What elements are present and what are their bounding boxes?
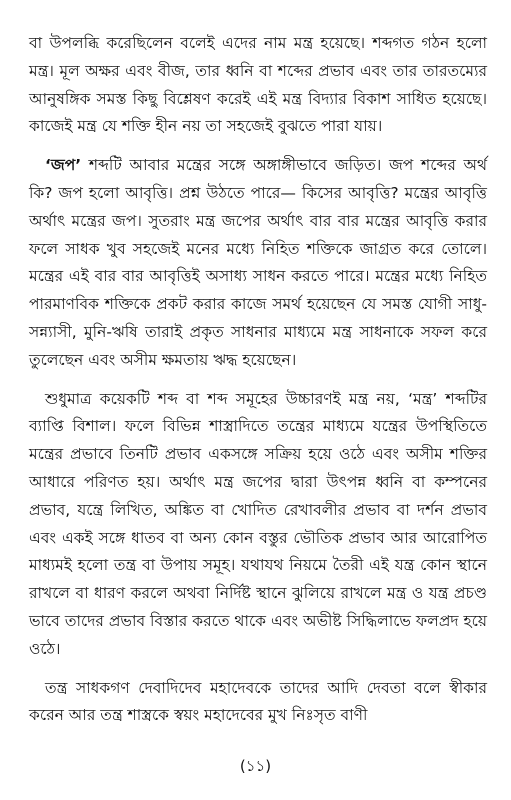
paragraph-4	[29, 675, 487, 731]
paragraph-3	[29, 386, 487, 664]
paragraph-2-term-jop: ‘জপ’	[45, 156, 82, 175]
page-body	[29, 30, 487, 730]
paragraph-4-text: তন্ত্র সাধকগণ দেবাদিদেব মহাদেবকে তাদের আদি দেবতা বলে স্বীকার করেন আর তন্ত্র শাস্ত্রকে স্বয়ং মহাদেবের মুখ নিঃসৃত বাণী	[29, 678, 487, 725]
paragraph-1-text: বা উপলব্ধি করেছিলেন বলেই এদের নাম মন্ত্র হয়েছে। শব্দগত গঠন হলো মন্ত্র। মূল অক্ষর এবং বীজ, তার ধ্বনি বা শব্দের প্রভাব এবং তার তারতম্যের আনুষঙ্গিক সমস্ত কিছু বিশ্লেষণ করেই এই মন্ত্র বিদ্যার বিকাশ সাধিত হয়েছে। কাজেই মন্ত্র যে শক্তি হীন নয় তা সহজেই বুঝতে পারা যায়।	[29, 34, 487, 136]
paragraph-2	[29, 152, 487, 374]
page-number: (১১)	[239, 757, 272, 775]
paragraph-2-text: শব্দটি আবার মন্ত্রের সঙ্গে অঙ্গাঙ্গীভাবে জড়িত। জপ শব্দের অর্থ কি? জপ হলো আবৃত্তি। প্রশ্ন উঠতে পারে— কিসের আবৃত্তি? মন্ত্রের আবৃত্তি অর্থাৎ মন্ত্রের জপ। সুতরাং মন্ত্র জপের অর্থাৎ বার বার মন্ত্রের আবৃত্তি করার ফলে সাধক খুব সহজেই মনের মধ্যে নিহিত শক্তিকে জাগ্রত করে তোলে। মন্ত্রের এই বার বার আবৃত্তিই অসাধ্য সাধন করতে পারে। মন্ত্রের মধ্যে নিহিত পারমাণবিক শক্তিকে প্রকট করার কাজে সমর্থ হয়েছেন যে সমস্ত যোগী সাধু-সন্ন্যাসী, মুনি-ঋষি তারাই প্রকৃত সাধনার মাধ্যমে মন্ত্র সাধনাকে সফল করে তুলেছেন এবং অসীম ক্ষমতায় ঋদ্ধ হয়েছেন।	[29, 156, 487, 369]
paragraph-3-text: শুধুমাত্র কয়েকটি শব্দ বা শব্দ সমূহের উচ্চারণই মন্ত্র নয়, ‘মন্ত্র’ শব্দটির ব্যাপ্তি বিশাল। ফলে বিভিন্ন শাস্ত্রাদিতে তন্ত্রের মাধ্যমে যন্ত্রের উপস্থিতিতে মন্ত্রের প্রভাবে তিনটি প্রভাব একসঙ্গে সক্রিয় হয়ে ওঠে এবং অসীম শক্তির আধারে পরিণত হয়। অর্থাৎ মন্ত্র জপের দ্বারা উৎপন্ন ধ্বনি বা কম্পনের প্রভাব, যন্ত্রে লিখিত, অঙ্কিত বা খোদিত রেখাবলীর প্রভাব বা দর্শন প্রভাব এবং একই সঙ্গে ধাতব বা অন্য কোন বস্তুর ভৌতিক প্রভাব আর আরোপিত মাধ্যমই হলো তন্ত্র বা উপায় সমূহ। যথাযথ নিয়মে তৈরী এই যন্ত্র কোন স্থানে রাখলে বা ধারণ করলে অথবা নির্দিষ্ট স্থানে ঝুলিয়ে রাখলে মন্ত্র ও যন্ত্র প্রচণ্ড ভাবে তাদের প্রভাব বিস্তার করতে থাকে এবং অভীষ্ট সিদ্ধিলাভে ফলপ্রদ হয়ে ওঠে।	[29, 389, 487, 658]
paragraph-1	[29, 30, 487, 141]
